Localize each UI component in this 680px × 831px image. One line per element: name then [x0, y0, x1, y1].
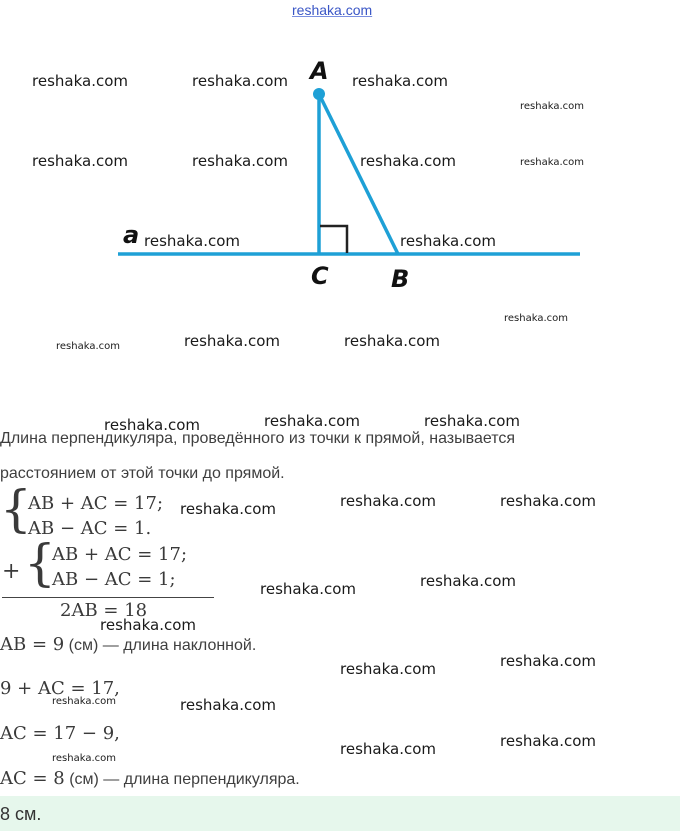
- step-ab-math: AB = 9: [0, 634, 65, 655]
- label-a: a: [123, 221, 140, 249]
- watermark: reshaka.com: [420, 572, 516, 590]
- watermark: reshaka.com: [340, 660, 436, 678]
- step-ab: [0, 634, 256, 655]
- system1-eq2: AB − AC = 1.: [28, 518, 152, 539]
- label-A: A: [310, 57, 329, 85]
- system2-result: 2AB = 18: [60, 600, 148, 621]
- step-ac: [0, 768, 300, 789]
- watermark: reshaka.com: [32, 72, 128, 90]
- watermark: reshaka.com: [180, 500, 276, 518]
- watermark: reshaka.com: [500, 652, 596, 670]
- theory-line-2: расстоянием от этой точки до прямой.: [0, 465, 285, 482]
- geometry-figure: [0, 50, 680, 350]
- watermark: reshaka.com: [520, 157, 584, 168]
- watermark: reshaka.com: [32, 152, 128, 170]
- right-angle-mark: [320, 226, 347, 253]
- system2-eq1: AB + AC = 17;: [52, 544, 188, 565]
- answer-text: 8 см.: [0, 804, 42, 824]
- watermark: reshaka.com: [520, 101, 584, 112]
- system2-eq2: AB − AC = 1;: [52, 569, 176, 590]
- watermark: reshaka.com: [264, 412, 360, 430]
- watermark: reshaka.com: [424, 412, 520, 430]
- watermark: reshaka.com: [52, 753, 116, 764]
- watermark: reshaka.com: [504, 313, 568, 324]
- watermark: reshaka.com: [340, 492, 436, 510]
- system1-eq1: AB + AC = 17;: [28, 493, 164, 514]
- slant-AB: [319, 94, 398, 254]
- watermark: reshaka.com: [500, 732, 596, 750]
- label-C: C: [311, 262, 329, 290]
- left-brace: {: [24, 534, 56, 592]
- fraction-line: [2, 597, 214, 598]
- watermark: reshaka.com: [192, 152, 288, 170]
- watermark: reshaka.com: [52, 696, 116, 707]
- watermark: reshaka.com: [180, 696, 276, 714]
- left-brace: {: [0, 480, 32, 538]
- watermark: reshaka.com: [352, 72, 448, 90]
- watermark: reshaka.com: [400, 232, 496, 250]
- watermark: reshaka.com: [344, 332, 440, 350]
- watermark: reshaka.com: [144, 232, 240, 250]
- step-ac-math: AC = 8: [0, 768, 65, 789]
- watermark: reshaka.com: [100, 616, 196, 634]
- watermark: reshaka.com: [340, 740, 436, 758]
- step-3: AC = 17 − 9,: [0, 723, 120, 744]
- site-watermark-top[interactable]: reshaka.com: [292, 2, 373, 18]
- label-B: B: [391, 265, 410, 293]
- watermark: reshaka.com: [192, 72, 288, 90]
- plus-sign: +: [2, 559, 21, 584]
- watermark: reshaka.com: [104, 416, 200, 434]
- watermark: reshaka.com: [360, 152, 456, 170]
- watermark: reshaka.com: [184, 332, 280, 350]
- watermark: reshaka.com: [500, 492, 596, 510]
- theory-line-1: Длина перпендикуляра, проведённого из точки к прямой, называется: [0, 430, 516, 447]
- watermark: reshaka.com: [260, 580, 356, 598]
- step-ac-text: (см) — длина перпендикуляра.: [69, 771, 300, 788]
- step-2: 9 + AC = 17,: [0, 678, 120, 699]
- watermark: reshaka.com: [56, 341, 120, 352]
- point-A: [313, 88, 325, 100]
- step-ab-text: (см) — длина наклонной.: [68, 637, 257, 654]
- answer-bar: [0, 796, 680, 831]
